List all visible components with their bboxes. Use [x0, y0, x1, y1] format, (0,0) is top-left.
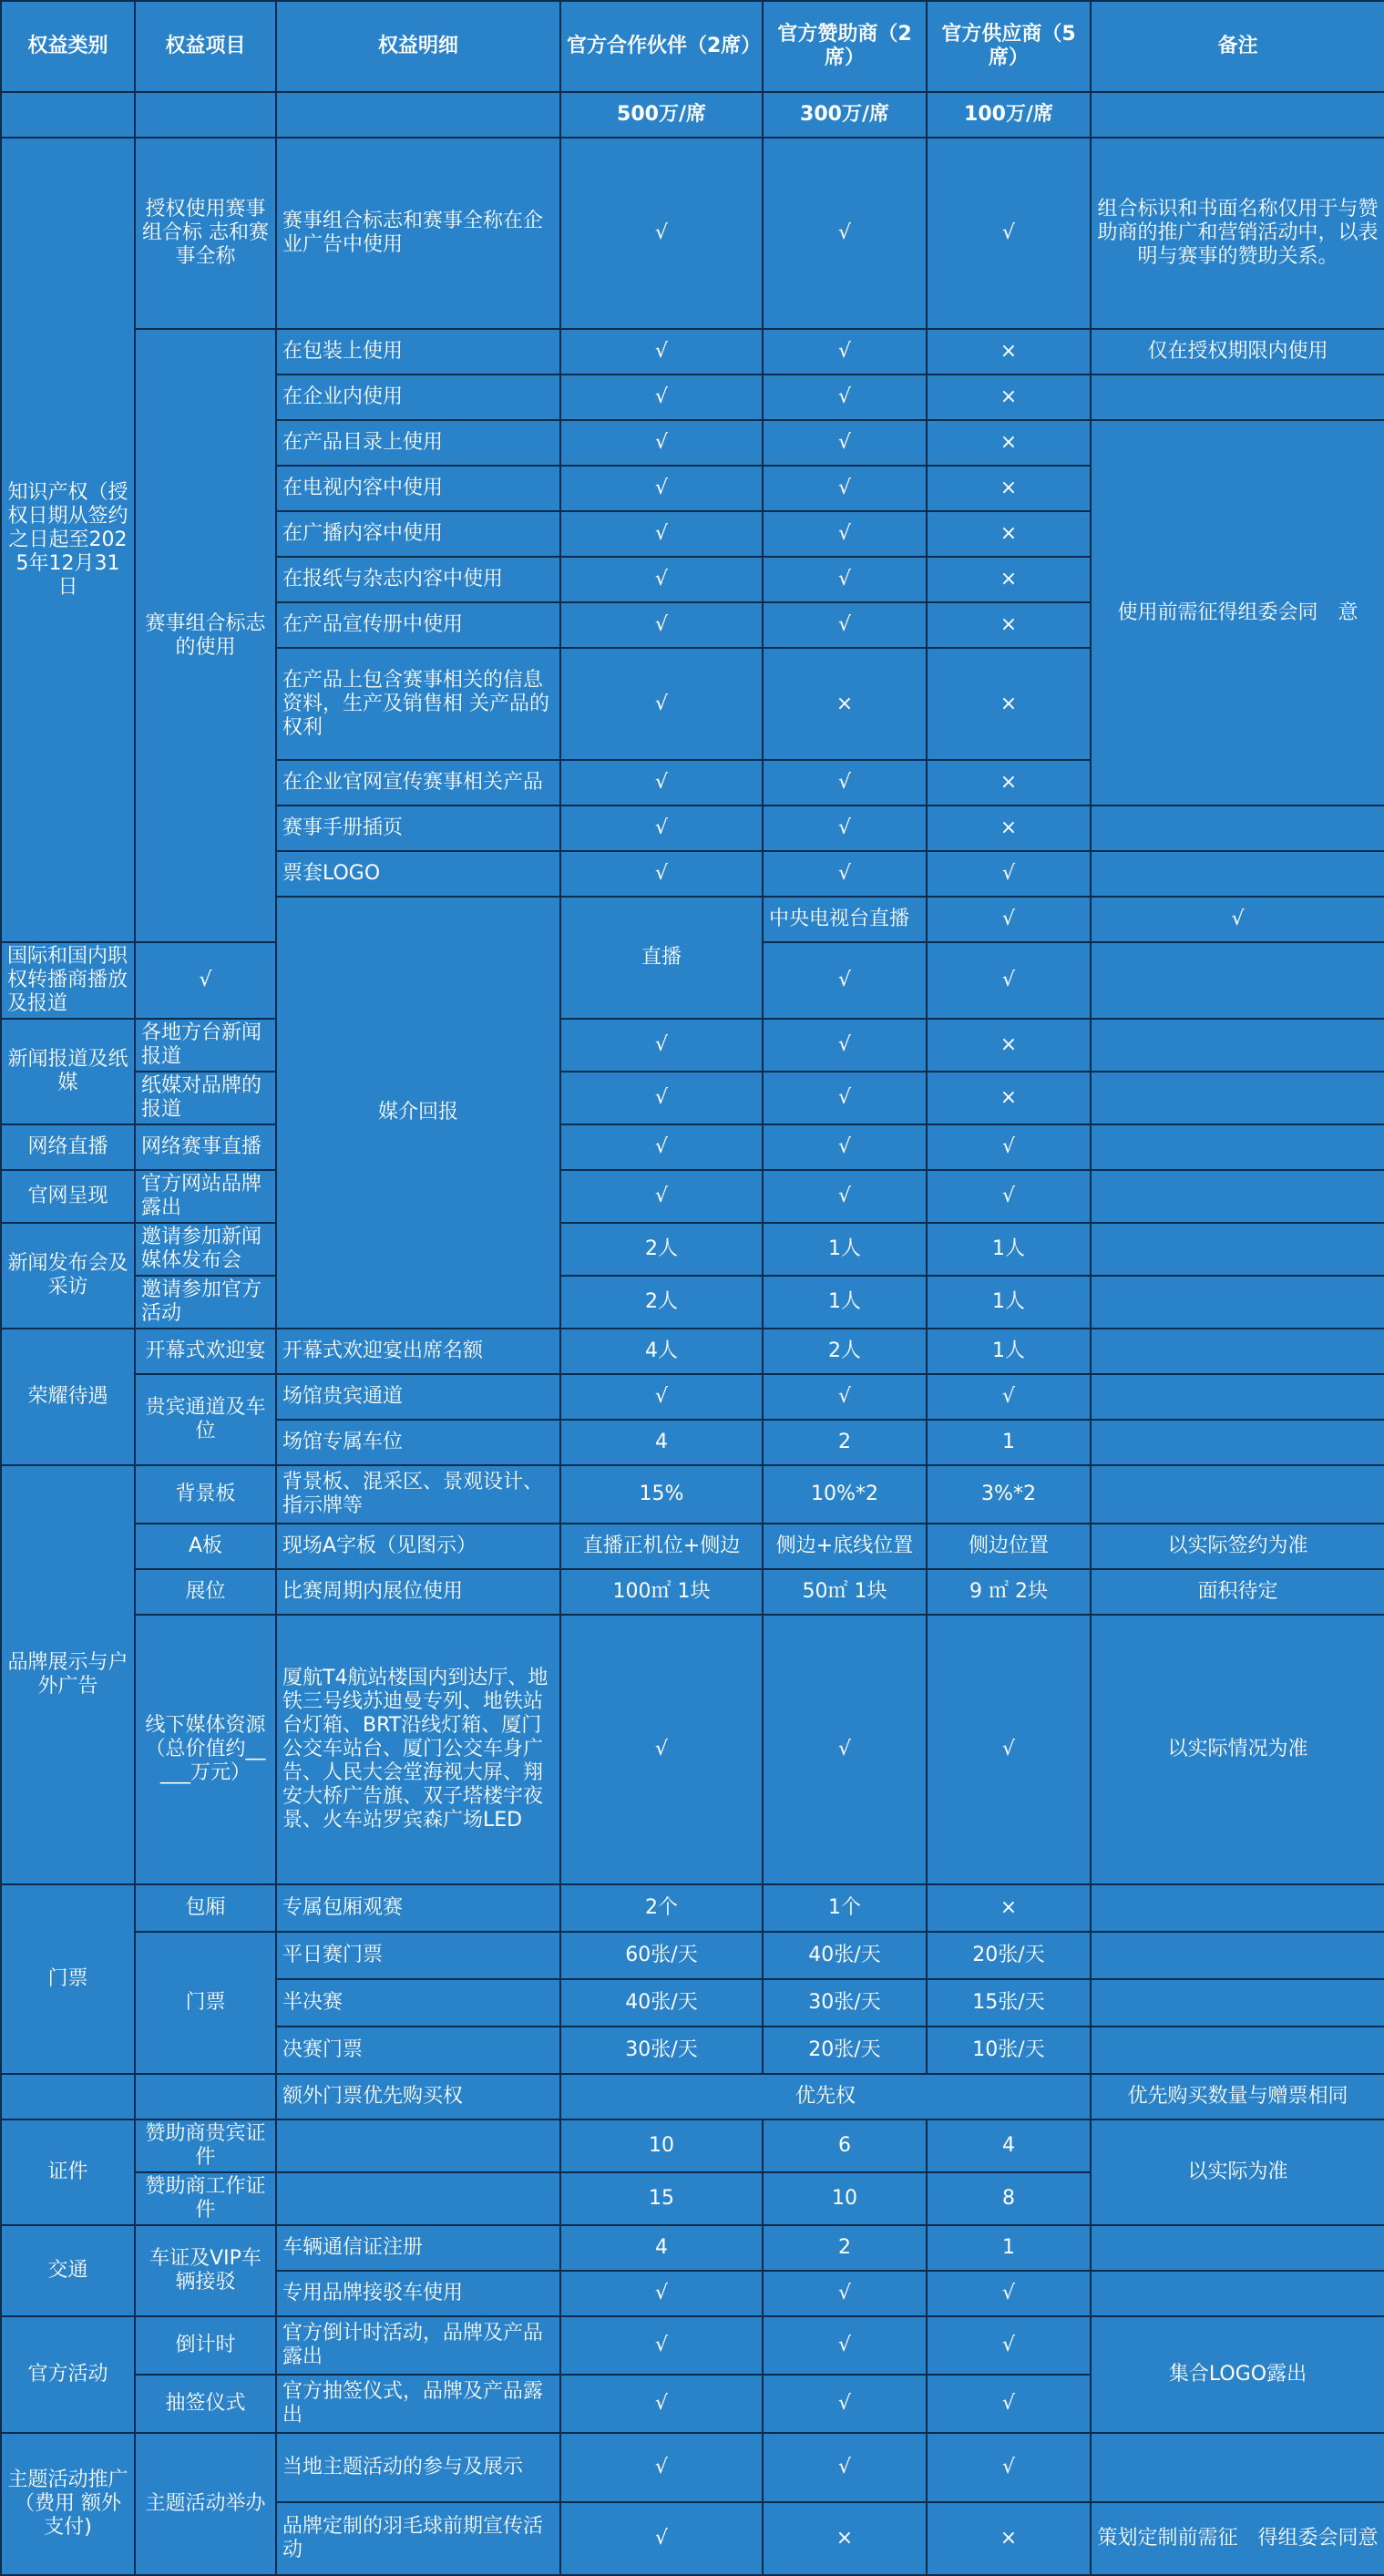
- supplier-cell: 1人: [927, 1223, 1091, 1276]
- supplier-cell: 1人: [927, 1276, 1091, 1329]
- category-brand: 品牌展示与户外广告: [1, 1465, 135, 1884]
- partner-cell: 30张/天: [560, 2027, 763, 2074]
- partner-cell: √: [927, 897, 1091, 942]
- col-item-header: 权益项目: [135, 1, 276, 92]
- sponsor-cell: √: [763, 942, 927, 1019]
- item-cell: 门票: [135, 1932, 276, 2074]
- remark-cell: [1091, 806, 1384, 851]
- detail-cell: 厦航T4航站楼国内到达厅、地铁三号线苏迪曼专列、地铁站台灯箱、BRT沿线灯箱、厦门公交车站台、厦门公交车身广告、人民大会堂海视大屏、翔安大桥广告旗、双子塔楼宇夜景、火车站罗宾森广场LED: [276, 1615, 560, 1884]
- supplier-cell: 8: [927, 2172, 1091, 2225]
- sponsor-cell: √: [763, 1072, 927, 1124]
- detail-cell: 在电视内容中使用: [276, 466, 560, 511]
- supplier-cell: ×: [927, 648, 1091, 760]
- detail-cell: 中央电视台直播: [763, 897, 927, 942]
- table-header-row: [1, 1, 1384, 92]
- supplier-cell: √: [927, 2271, 1091, 2316]
- sponsor-cell: √: [763, 1019, 927, 1072]
- supplier-cell: ×: [927, 2502, 1091, 2575]
- price-sponsor: 300万/席: [763, 92, 927, 138]
- sponsor-cell: √: [763, 420, 927, 466]
- sponsor-cell: ×: [763, 648, 927, 760]
- detail-cell: 场馆专属车位: [276, 1420, 560, 1465]
- item-cell: 网络直播: [1, 1124, 135, 1170]
- partner-cell: √: [560, 1374, 763, 1420]
- detail-cell: 额外门票优先购买权: [276, 2074, 560, 2119]
- sponsor-cell: √: [763, 138, 927, 329]
- remark-cell: [1091, 1276, 1384, 1329]
- partner-cell: √: [560, 1124, 763, 1170]
- supplier-cell: ×: [927, 1019, 1091, 1072]
- price-partner: 500万/席: [560, 92, 763, 138]
- table-row: [1, 1884, 1384, 1932]
- table-row: [1, 2225, 1384, 2271]
- sponsor-cell: 2人: [763, 1329, 927, 1374]
- table-row: [1, 2316, 1384, 2375]
- detail-cell: 现场A字板（见图示）: [276, 1524, 560, 1569]
- supplier-cell: √: [927, 2375, 1091, 2433]
- detail-cell: 专属包厢观赛: [276, 1884, 560, 1932]
- remark-cell: [1091, 1374, 1384, 1420]
- supplier-cell: 1: [927, 1420, 1091, 1465]
- partner-cell: √: [560, 511, 763, 557]
- empty-cell: [1, 92, 135, 138]
- table-row: [1, 1615, 1384, 1884]
- supplier-cell: √: [927, 1615, 1091, 1884]
- remark-cell: [1091, 2271, 1384, 2316]
- item-cell: 包厢: [135, 1884, 276, 1932]
- table-row: [1, 1019, 1384, 1072]
- supplier-cell: 1: [927, 2225, 1091, 2271]
- supplier-cell: ×: [927, 602, 1091, 648]
- category-official: 官方活动: [1, 2316, 135, 2433]
- supplier-cell: ×: [927, 375, 1091, 420]
- remark-cell: [1091, 1124, 1384, 1170]
- remark-cell: [1091, 1884, 1384, 1932]
- supplier-cell: 3%*2: [927, 1465, 1091, 1524]
- supplier-cell: √: [927, 942, 1091, 1019]
- category-theme: 主题活动推广（费用 额外支付): [1, 2433, 135, 2575]
- remark-cell: [1091, 851, 1384, 897]
- partner-cell: √: [560, 2502, 763, 2575]
- sponsor-cell: 侧边+底线位置: [763, 1524, 927, 1569]
- category-honor: 荣耀待遇: [1, 1329, 135, 1465]
- partner-cell: 60张/天: [560, 1932, 763, 1979]
- remark-cell: [1091, 1932, 1384, 1979]
- detail-cell: 开幕式欢迎宴出席名额: [276, 1329, 560, 1374]
- col-sponsor-header: 官方赞助商（2席）: [763, 1, 927, 92]
- table-row: [1, 1374, 1384, 1420]
- item-cell: A板: [135, 1524, 276, 1569]
- detail-cell: 车辆通信证注册: [276, 2225, 560, 2271]
- sponsor-cell: 50㎡ 1块: [763, 1569, 927, 1615]
- partner-cell: √: [560, 2271, 763, 2316]
- sponsor-cell: 1个: [763, 1884, 927, 1932]
- partner-cell: √: [560, 1170, 763, 1223]
- sponsor-cell: √: [763, 1124, 927, 1170]
- detail-cell: 在广播内容中使用: [276, 511, 560, 557]
- supplier-cell: √: [927, 1170, 1091, 1223]
- detail-cell: 邀请参加新闻媒体发布会: [135, 1223, 276, 1276]
- item-cell: 抽签仪式: [135, 2375, 276, 2433]
- sponsor-cell: 10%*2: [763, 1465, 927, 1524]
- item-cell: 背景板: [135, 1465, 276, 1524]
- partner-cell: 15%: [560, 1465, 763, 1524]
- sponsor-cell: √: [1091, 897, 1384, 942]
- col-remark-header: 备注: [1091, 1, 1384, 92]
- partner-cell: √: [560, 2375, 763, 2433]
- item-cell: 新闻报道及纸媒: [1, 1019, 135, 1124]
- detail-cell: 决赛门票: [276, 2027, 560, 2074]
- sponsor-cell: √: [763, 1374, 927, 1420]
- detail-cell: 专用品牌接驳车使用: [276, 2271, 560, 2316]
- supplier-cell: ×: [927, 466, 1091, 511]
- sponsor-cell: √: [763, 329, 927, 375]
- detail-cell: 赛事手册插页: [276, 806, 560, 851]
- detail-cell: 在企业官网宣传赛事相关产品: [276, 760, 560, 806]
- supplier-cell: ×: [927, 1072, 1091, 1124]
- sponsor-cell: √: [763, 466, 927, 511]
- supplier-cell: ×: [927, 420, 1091, 466]
- sponsor-cell: √: [763, 375, 927, 420]
- remark-cell: 以实际签约为准: [1091, 1524, 1384, 1569]
- item-cell: 官网呈现: [1, 1170, 135, 1223]
- sponsor-cell: 6: [763, 2119, 927, 2172]
- remark-cell: 仅在授权期限内使用: [1091, 329, 1384, 375]
- item-cell: 倒计时: [135, 2316, 276, 2375]
- partner-cell: 4人: [560, 1329, 763, 1374]
- table-row: [1, 1932, 1384, 1979]
- supplier-cell: ×: [927, 329, 1091, 375]
- partner-cell: 40张/天: [560, 1979, 763, 2027]
- detail-cell: 网络赛事直播: [135, 1124, 276, 1170]
- supplier-cell: 4: [927, 2119, 1091, 2172]
- sponsor-cell: √: [763, 557, 927, 602]
- remark-cell: [1091, 1170, 1384, 1223]
- remark-cell: 优先购买数量与赠票相同: [1091, 2074, 1384, 2119]
- partner-cell: √: [560, 1615, 763, 1884]
- empty-cell: [1, 2074, 135, 2119]
- sponsor-cell: 1人: [763, 1276, 927, 1329]
- category-ip: 知识产权（授权日期从签约 之日起至2025年12月31日: [1, 138, 135, 942]
- partner-cell: √: [560, 648, 763, 760]
- table-row: [1, 1276, 1384, 1329]
- table-row: [1, 2074, 1384, 2119]
- sponsor-cell: √: [763, 806, 927, 851]
- partner-cell: √: [560, 557, 763, 602]
- empty-cell: [1091, 92, 1384, 138]
- supplier-cell: ×: [927, 511, 1091, 557]
- detail-cell: 背景板、混采区、景观设计、指示牌等: [276, 1465, 560, 1524]
- sponsor-cell: ×: [763, 2502, 927, 2575]
- item-cell: 赛事组合标志的使用: [135, 329, 276, 942]
- partner-cell: √: [560, 329, 763, 375]
- partner-cell: 直播正机位+侧边: [560, 1524, 763, 1569]
- sponsor-cell: 2: [763, 2225, 927, 2271]
- item-cell: 开幕式欢迎宴: [135, 1329, 276, 1374]
- partner-cell: √: [560, 806, 763, 851]
- sponsor-cell: √: [763, 851, 927, 897]
- detail-cell: 官方网站品牌露出: [135, 1170, 276, 1223]
- partner-cell: 2个: [560, 1884, 763, 1932]
- detail-cell: 在产品上包含赛事相关的信息资料，生产及销售相 关产品的权利: [276, 648, 560, 760]
- item-cell: 线下媒体资源（总价值约_____万元）: [135, 1615, 276, 1884]
- remark-cell: [1091, 1420, 1384, 1465]
- partner-cell: √: [560, 1072, 763, 1124]
- detail-cell: 国际和国内职权转播商播放及报道: [1, 942, 135, 1019]
- detail-cell: 在企业内使用: [276, 375, 560, 420]
- table-row: [1, 1223, 1384, 1276]
- sponsor-cell: √: [763, 2375, 927, 2433]
- supplier-cell: ×: [927, 1884, 1091, 1932]
- priority-cell: 优先权: [560, 2074, 1091, 2119]
- item-cell: 直播: [560, 897, 763, 1019]
- remark-cell: [1091, 1019, 1384, 1072]
- detail-cell: 赛事组合标志和赛事全称在企业广告中使用: [276, 138, 560, 329]
- table-row: [1, 1524, 1384, 1569]
- category-traffic: 交通: [1, 2225, 135, 2316]
- sponsor-cell: √: [763, 1615, 927, 1884]
- category-cert: 证件: [1, 2119, 135, 2225]
- detail-cell: 票套LOGO: [276, 851, 560, 897]
- detail-cell: 在包装上使用: [276, 329, 560, 375]
- detail-cell: 当地主题活动的参与及展示: [276, 2433, 560, 2502]
- sponsor-cell: √: [763, 2316, 927, 2375]
- empty-cell: [276, 92, 560, 138]
- table-row: [1, 1170, 1384, 1223]
- table-row: [1, 2433, 1384, 2502]
- detail-cell: 在报纸与杂志内容中使用: [276, 557, 560, 602]
- item-cell: 主题活动举办: [135, 2433, 276, 2575]
- remark-cell: 以实际情况为准: [1091, 1615, 1384, 1884]
- table-row: [1, 329, 1384, 375]
- detail-cell: [276, 2119, 560, 2172]
- partner-cell: √: [560, 138, 763, 329]
- remark-cell: 面积待定: [1091, 1569, 1384, 1615]
- col-supplier-header: 官方供应商（5席）: [927, 1, 1091, 92]
- supplier-cell: ×: [927, 557, 1091, 602]
- sponsor-cell: √: [763, 760, 927, 806]
- sponsor-cell: √: [763, 602, 927, 648]
- supplier-cell: √: [927, 2316, 1091, 2375]
- table-row: [1, 1072, 1384, 1124]
- remark-cell: [1091, 1465, 1384, 1524]
- partner-cell: 100㎡ 1块: [560, 1569, 763, 1615]
- sponsor-cell: √: [763, 2433, 927, 2502]
- remark-cell: [1091, 375, 1384, 420]
- table-row: [1, 1465, 1384, 1524]
- item-cell: 车证及VIP车辆接驳: [135, 2225, 276, 2316]
- detail-cell: 比赛周期内展位使用: [276, 1569, 560, 1615]
- table-row: [1, 2119, 1384, 2172]
- partner-cell: √: [560, 1019, 763, 1072]
- sponsor-cell: √: [763, 511, 927, 557]
- item-cell: 贵宾通道及车位: [135, 1374, 276, 1465]
- item-cell: 赞助商贵宾证件: [135, 2119, 276, 2172]
- sponsor-cell: 40张/天: [763, 1932, 927, 1979]
- remark-cell: [1091, 1979, 1384, 2027]
- detail-cell: 邀请参加官方活动: [135, 1276, 276, 1329]
- col-partner-header: 官方合作伙伴（2席）: [560, 1, 763, 92]
- empty-cell: [135, 2074, 276, 2119]
- supplier-cell: 9 ㎡ 2块: [927, 1569, 1091, 1615]
- partner-cell: √: [560, 466, 763, 511]
- partner-cell: √: [135, 942, 276, 1019]
- supplier-cell: √: [927, 138, 1091, 329]
- partner-cell: 2人: [560, 1276, 763, 1329]
- item-cell: 赞助商工作证件: [135, 2172, 276, 2225]
- supplier-cell: √: [927, 1374, 1091, 1420]
- supplier-cell: √: [927, 2433, 1091, 2502]
- remark-cell: [1091, 1223, 1384, 1276]
- item-cell: 展位: [135, 1569, 276, 1615]
- category-media: 媒介回报: [276, 897, 560, 1329]
- supplier-cell: 15张/天: [927, 1979, 1091, 2027]
- partner-cell: 15: [560, 2172, 763, 2225]
- detail-cell: 在产品目录上使用: [276, 420, 560, 466]
- detail-cell: 官方倒计时活动，品牌及产品露出: [276, 2316, 560, 2375]
- remark-cell: [1091, 2027, 1384, 2074]
- remark-cell: 以实际为准: [1091, 2119, 1384, 2225]
- item-cell: 新闻发布会及采访: [1, 1223, 135, 1329]
- partner-cell: √: [560, 760, 763, 806]
- supplier-cell: 10张/天: [927, 2027, 1091, 2074]
- sponsor-cell: 1人: [763, 1223, 927, 1276]
- partner-cell: √: [560, 375, 763, 420]
- table-row: [1, 1569, 1384, 1615]
- supplier-cell: 1人: [927, 1329, 1091, 1374]
- partner-cell: √: [560, 2433, 763, 2502]
- supplier-cell: 侧边位置: [927, 1524, 1091, 1569]
- table-row: [1, 1124, 1384, 1170]
- supplier-cell: ×: [927, 806, 1091, 851]
- sponsor-cell: 10: [763, 2172, 927, 2225]
- partner-cell: 4: [560, 1420, 763, 1465]
- price-row: [1, 92, 1384, 138]
- partner-cell: √: [560, 420, 763, 466]
- sponsor-cell: 20张/天: [763, 2027, 927, 2074]
- supplier-cell: √: [927, 851, 1091, 897]
- detail-cell: 场馆贵宾通道: [276, 1374, 560, 1420]
- remark-cell: [1091, 1072, 1384, 1124]
- table-row: [1, 138, 1384, 329]
- detail-cell: 半决赛: [276, 1979, 560, 2027]
- remark-cell: [1091, 2225, 1384, 2271]
- supplier-cell: √: [927, 1124, 1091, 1170]
- sponsor-cell: √: [763, 1170, 927, 1223]
- supplier-cell: ×: [927, 760, 1091, 806]
- empty-cell: [135, 92, 276, 138]
- sponsor-cell: 30张/天: [763, 1979, 927, 2027]
- sponsor-cell: 2: [763, 1420, 927, 1465]
- category-ticket: 门票: [1, 1884, 135, 2074]
- sponsor-cell: √: [763, 2271, 927, 2316]
- partner-cell: 10: [560, 2119, 763, 2172]
- remark-cell: 使用前需征得组委会同 意: [1091, 420, 1384, 806]
- remark-cell: 集合LOGO露出: [1091, 2316, 1384, 2433]
- detail-cell: 官方抽签仪式，品牌及产品露出: [276, 2375, 560, 2433]
- item-cell: 授权使用赛事组合标 志和赛事全称: [135, 138, 276, 329]
- partner-cell: 4: [560, 2225, 763, 2271]
- price-supplier: 100万/席: [927, 92, 1091, 138]
- remark-cell: [1091, 2433, 1384, 2502]
- col-detail-header: 权益明细: [276, 1, 560, 92]
- remark-cell: [1091, 1329, 1384, 1374]
- partner-cell: √: [560, 851, 763, 897]
- detail-cell: 平日赛门票: [276, 1932, 560, 1979]
- remark-cell: 策划定制前需征 得组委会同意: [1091, 2502, 1384, 2575]
- col-category-header: 权益类别: [1, 1, 135, 92]
- partner-cell: 2人: [560, 1223, 763, 1276]
- detail-cell: [276, 2172, 560, 2225]
- detail-cell: 各地方台新闻报道: [135, 1019, 276, 1072]
- table-row: [1, 1329, 1384, 1374]
- remark-cell: 组合标识和书面名称仅用于与赞助商的推广和营销活动中，以表明与赛事的赞助关系。: [1091, 138, 1384, 329]
- detail-cell: 品牌定制的羽毛球前期宣传活动: [276, 2502, 560, 2575]
- detail-cell: 纸媒对品牌的报道: [135, 1072, 276, 1124]
- partner-cell: √: [560, 2316, 763, 2375]
- remark-cell: [1091, 942, 1384, 1019]
- supplier-cell: 20张/天: [927, 1932, 1091, 1979]
- detail-cell: 在产品宣传册中使用: [276, 602, 560, 648]
- partner-cell: √: [560, 602, 763, 648]
